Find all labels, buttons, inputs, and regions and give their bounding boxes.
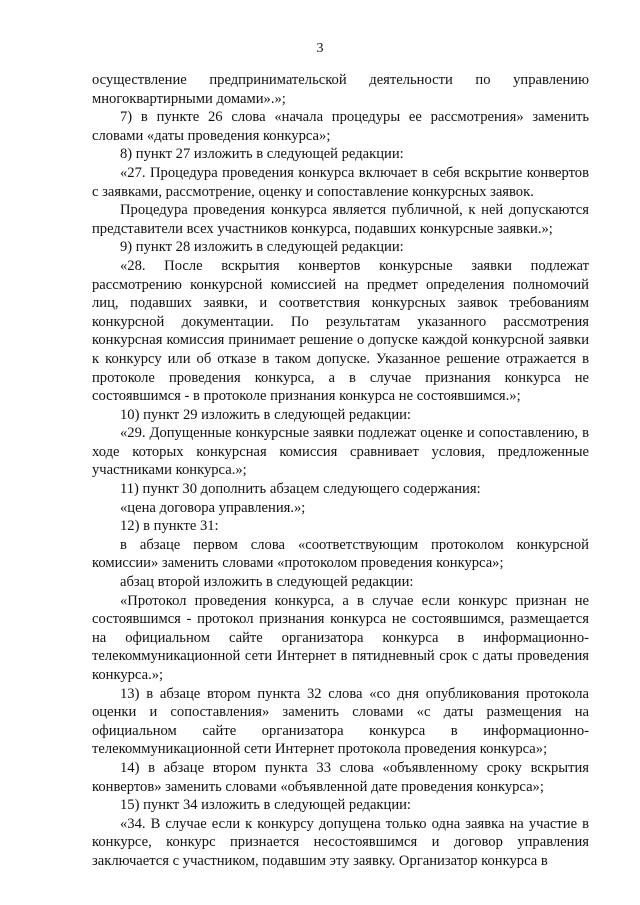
paragraph-clause-29: «29. Допущенные конкурсные заявки подлежат оценке и сопоставлению, в ходе которых конкурсная комиссия сравнивает условия, предложенные участниками конкурса.»;: [92, 425, 589, 479]
paragraph-clause-31-second: абзац второй изложить в следующей редакции:: [120, 574, 414, 591]
paragraph-item-8: 8) пункт 27 изложить в следующей редакции:: [120, 146, 404, 163]
paragraph-item-15: 15) пункт 34 изложить в следующей редакции:: [120, 797, 411, 814]
paragraph-item-9: 9) пункт 28 изложить в следующей редакции:: [120, 239, 404, 256]
paragraph-item-14: 14) в абзаце втором пункта 33 слова «объявленному сроку вскрытия конвертов» заменить словами «объявленной дате проведения конкурса»;: [92, 759, 589, 795]
paragraph-item-7: 7) в пункте 26 слова «начала процедуры ее рассмотрения» заменить словами «даты проведения конкурса»;: [92, 109, 589, 144]
paragraph-continuation: осуществление предпринимательской деятельности по управлению многоквартирными домами».»;: [92, 72, 589, 107]
paragraph-item-13: 13) в абзаце втором пункта 32 слова «со дня опубликования протокола оценки и сопоставления» заменить словами «с даты размещения на официальном сайте организатора конкурса в информационно-телекоммуникационной сети Интернет протокола проведения конкурса»;: [92, 685, 589, 758]
paragraph-clause-27: «27. Процедура проведения конкурса включает в себя вскрытие конвертов с заявками, рассмотрение, оценку и сопоставление конкурсных заявок.: [92, 164, 589, 200]
paragraph-item-11: 11) пункт 30 дополнить абзацем следующего содержания:: [120, 481, 481, 498]
document-body: [92, 71, 589, 871]
paragraph-contract-price: «цена договора управления.»;: [120, 499, 306, 516]
paragraph-clause-34: «34. В случае если к конкурсу допущена только одна заявка на участие в конкурсе, конкурс признается несостоявшимся и договор управления заключается с участником, подавшим эту заявку. Организатор конкурса в: [92, 815, 589, 869]
paragraph-protocol-text: «Протокол проведения конкурса, а в случае если конкурс признан не состоявшимся - протокол признания конкурса не состоявшимся, размещается на официальном сайте организатора конкурса в информационно-телекоммуникационной сети Интернет в пятидневный срок с даты проведения конкурса.»;: [92, 592, 589, 683]
paragraph-clause-27-public: Процедура проведения конкурса является публичной, к ней допускаются представители всех участников конкурса, подавших конкурсные заявки.»;: [92, 202, 589, 237]
paragraph-item-10: 10) пункт 29 изложить в следующей редакции:: [120, 406, 411, 423]
paragraph-clause-28: «28. После вскрытия конвертов конкурсные заявки подлежат рассмотрению конкурсной комиссией на предмет определения полномочий лиц, подавших заявки, и соответствия конкурсных заявок требованиям конкурсной документации. По результатам указанного рассмотрения конкурсная комиссия принимает решение о допуске каждой конкурсной заявки к конкурсу или об отказе в таком допуске. Указанное решение отражается в протоколе проведения конкурса, а в случае признания конкурса не состоявшимся - в протоколе признания конкурса не состоявшимся.»;: [92, 257, 589, 405]
page-number: 3: [316, 41, 324, 56]
paragraph-item-12: 12) в пункте 31:: [120, 518, 219, 535]
paragraph-clause-31-first: в абзаце первом слова «соответствующим протоколом конкурсной комиссии» заменить словами «протоколом проведения конкурса»;: [92, 536, 589, 572]
